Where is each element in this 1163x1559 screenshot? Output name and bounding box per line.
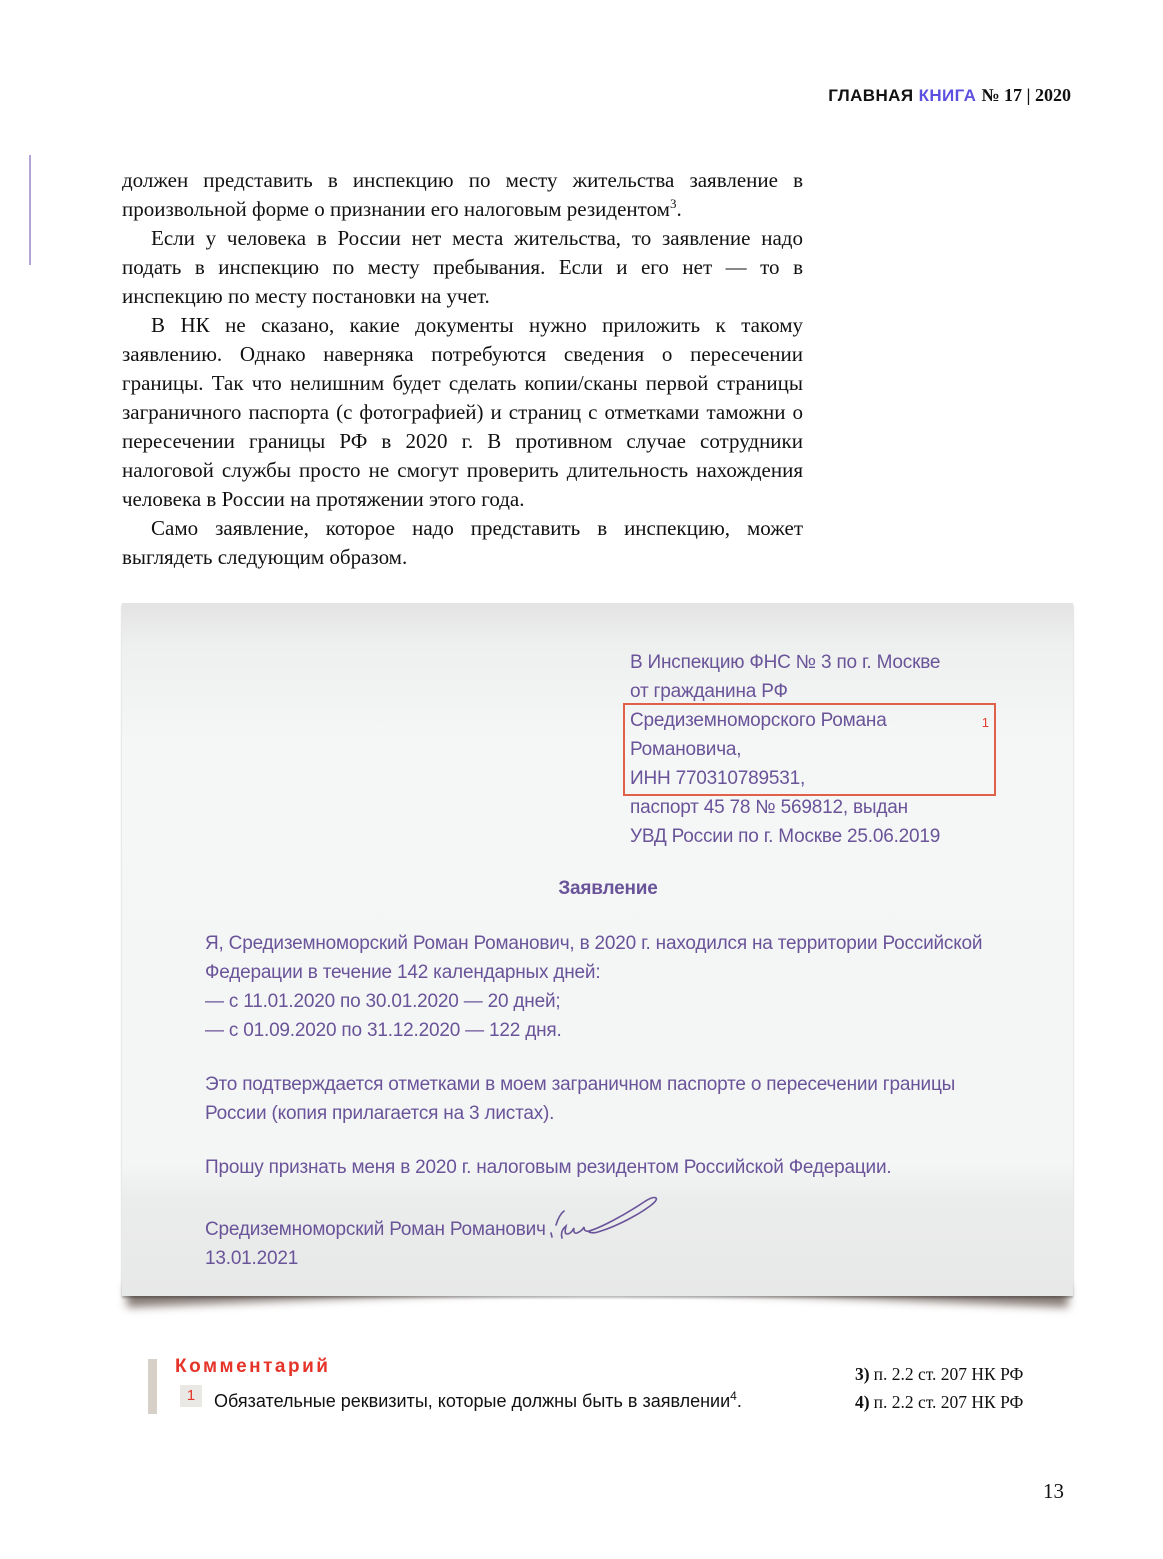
brand-name-part1: ГЛАВНАЯ bbox=[828, 86, 914, 105]
letter-title: Заявление bbox=[558, 878, 658, 899]
signature-row bbox=[205, 1215, 1011, 1244]
footnote-4-number: 4) bbox=[855, 1392, 870, 1412]
letter-address-line: от гражданина РФ bbox=[630, 681, 788, 702]
letter-paragraph-confirmation: Это подтверждается отметками в моем заграничном паспорте о пересечении границы России (копия прилагается на 3 листах). bbox=[205, 1074, 956, 1124]
article-body bbox=[122, 166, 803, 572]
magazine-header bbox=[828, 85, 1071, 106]
letter-body bbox=[205, 929, 1011, 1273]
letter-address-line: Средиземноморского Романа Романовича, bbox=[630, 710, 887, 760]
footnote-3 bbox=[855, 1360, 1023, 1388]
letter-address-block bbox=[630, 648, 1011, 851]
article-paragraph-1-text: должен представить в инспекцию по месту жительства заявление в произвольной форме о признании его налоговым резидентом bbox=[122, 168, 803, 221]
letter-paragraph-request: Прошу признать меня в 2020 г. налоговым резидентом Российской Федерации. bbox=[205, 1157, 892, 1178]
comment-heading: Комментарий bbox=[175, 1356, 331, 1377]
footnote-4 bbox=[855, 1388, 1023, 1416]
comment-text-tail: . bbox=[736, 1391, 742, 1411]
article-paragraph-4: Само заявление, которое надо представить в инспекцию, может выглядеть следующим образом. bbox=[122, 516, 803, 569]
letter-address-line: паспорт 45 78 № 569812, выдан bbox=[630, 797, 908, 818]
footnote-3-number: 3) bbox=[855, 1364, 870, 1384]
letter-period-line-1: — с 11.01.2020 по 30.01.2020 — 20 дней; bbox=[205, 991, 561, 1012]
article-paragraph-3: В НК не сказано, какие документы нужно приложить к такому заявлению. Однако наверняка потребуются сведения о пересечении границы. Так что нелишним будет сделать копии/сканы первой страницы заграничного паспорта (с фотографией) и страниц с отметками таможни о пересечении границы РФ в 2020 г. В противном случае сотрудники налоговой службы просто не смогут проверить длительность нахождения человека в России на протяжении этого года. bbox=[122, 313, 803, 511]
letter-address-line: УВД России по г. Москве 25.06.2019 bbox=[630, 826, 941, 847]
letter-date: 13.01.2021 bbox=[205, 1248, 299, 1269]
footnotes bbox=[855, 1360, 1023, 1416]
footnote-ref-4: 4 bbox=[730, 1389, 737, 1403]
application-letter bbox=[122, 603, 1073, 1296]
footnote-3-text: п. 2.2 ст. 207 НК РФ bbox=[873, 1364, 1024, 1384]
issue-number: № 17 | 2020 bbox=[981, 85, 1071, 105]
comment-text bbox=[214, 1385, 742, 1413]
handwritten-signature-icon bbox=[542, 1183, 674, 1247]
letter-paragraph-intro: Я, Средиземноморский Роман Романович, в 2020 г. находился на территории Российской Федерации в течение 142 календарных дней: bbox=[205, 933, 983, 983]
required-details-highlight-box bbox=[623, 703, 996, 796]
signer-name: Средиземноморский Роман Романович bbox=[205, 1219, 546, 1240]
article-paragraph-1 bbox=[122, 166, 803, 224]
letter-address-line: В Инспекцию ФНС № 3 по г. Москве bbox=[630, 652, 941, 673]
callout-marker-1: 1 bbox=[981, 715, 989, 730]
comment-marker-1: 1 bbox=[180, 1385, 202, 1407]
application-letter-paper bbox=[122, 603, 1073, 1296]
comment-row bbox=[180, 1385, 868, 1413]
letter-address-line: ИНН 770310789531, bbox=[630, 768, 806, 789]
article-paragraph-2: Если у человека в России нет места жительства, то заявление надо подать в инспекцию по месту пребывания. Если и его нет — то в инспекцию по месту постановки на учет. bbox=[122, 226, 803, 308]
comment-text-body: Обязательные реквизиты, которые должны быть в заявлении bbox=[214, 1391, 731, 1411]
page-number: 13 bbox=[1043, 1479, 1064, 1503]
brand-name-part2: КНИГА bbox=[918, 86, 977, 105]
footnote-4-text: п. 2.2 ст. 207 НК РФ bbox=[873, 1392, 1024, 1412]
comment-accent-bar bbox=[148, 1359, 157, 1414]
comment-section bbox=[148, 1356, 868, 1413]
article-paragraph-1-tail: . bbox=[676, 197, 682, 221]
letter-period-line-2: — с 01.09.2020 по 31.12.2020 — 122 дня. bbox=[205, 1020, 562, 1041]
footnote-ref-3: 3 bbox=[669, 196, 677, 211]
margin-rule bbox=[29, 155, 31, 265]
